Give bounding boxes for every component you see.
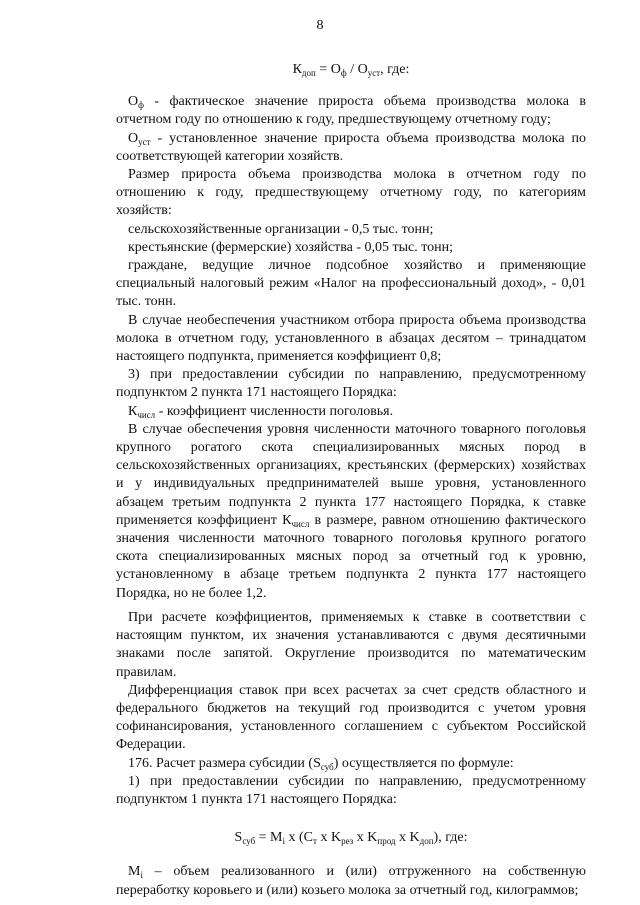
formula-k-dop: $К_{доп} = О_ф / О_{уст}$, где: xyxy=(292,62,410,78)
rounding-paragraph: При расчете коэффициентов, применяемых к ставке в соответствии с настоящим пунктом, их значения устанавливаются с двумя десятичными знаками после запятой. Округление производится по математическим правилам. xyxy=(116,609,586,680)
rate-differentiation-paragraph: Дифференциация ставок при всех расчетах за счет средств областного и федерального бюджетов на текущий год производится с учетом уровня софинансирования, установленного соглашением с субъектом Российской Федерации. xyxy=(116,682,586,753)
formula-s-sub: $S_{суб} = M_i$ x ($С_т$ x $K_{рез}$ x $K_{прод}$ x $K_{доп}$), где: xyxy=(234,830,468,847)
category-item: граждане, ведущие личное подсобное хозяйство и применяющие специальный налоговый режим «Налог на профессиональный доход», - 0,01 тыс. тонн. xyxy=(116,258,586,310)
category-item: сельскохозяйственные организации - 0,5 тыс. тонн; xyxy=(128,221,434,237)
definition-of: $О_ф$ - фактическое значение прироста объема производства молока в отчетном году по отношению к году, предшествующему отчетному году; xyxy=(116,94,586,128)
nonfulfilment-paragraph: В случае необеспечения участником отбора прироста объема производства молока в отчетном году, установленного в абзацах десятом – тринадцатом настоящего подпункта, применяется коэффициент 0,8; xyxy=(116,312,586,365)
herd-coefficient-paragraph: В случае обеспечения уровня численности маточного товарного поголовья крупного рогатого скота специализированных мясных пород в сельскохозяйственных организациях, крестьянских (фермерских) хозяйствах и у индивидуальных предпринимателей выше уровня, установленного абзацем третьим подпункта 2 пункта 177 настоящего Порядка, к ставке применяется коэффициент $К_{числ}$ в размере, равном отношению фактического значения численности маточного товарного поголовья крупного рогатого скота специализированных мясных пород за отчетный год к уровню, установленному в абзаце третьем подпункта 2 пункта 177 настоящего Порядка, но не более 1,2. xyxy=(116,421,586,601)
definition-mi: $M_i$ – объем реализованного и (или) отгруженного на собственную переработку коровьего и (или) козьего молока за отчетный год, килограммов; xyxy=(116,864,586,898)
k-chisl-definition: $К_{числ}$ - коэффициент численности поголовья. xyxy=(128,403,394,420)
definition-oust: $О_{уст}$ - установленное значение прироста объема производства молока по соответствующей категории хозяйств. xyxy=(116,130,586,164)
category-item: крестьянские (фермерские) хозяйства - 0,05 тыс. тонн; xyxy=(128,239,454,255)
clause-176-heading: 176. Расчет размера субсидии $(S_{суб})$ осуществляется по формуле: xyxy=(128,755,514,772)
clause-176-item-1: 1) при предоставлении субсидии по направлению, предусмотренному подпунктом 1 пункта 171 настоящего Порядка: xyxy=(116,773,586,807)
document-body xyxy=(116,55,586,900)
item-3-paragraph: 3) при предоставлении субсидии по направлению, предусмотренному подпунктом 2 пункта 171 настоящего Порядка: xyxy=(116,367,586,401)
page-number: 8 xyxy=(316,18,324,33)
size-intro-paragraph: Размер прироста объема производства молока в отчетном году по отношению к году, предшествующему отчетному году, по категориям хозяйств: xyxy=(116,167,586,219)
